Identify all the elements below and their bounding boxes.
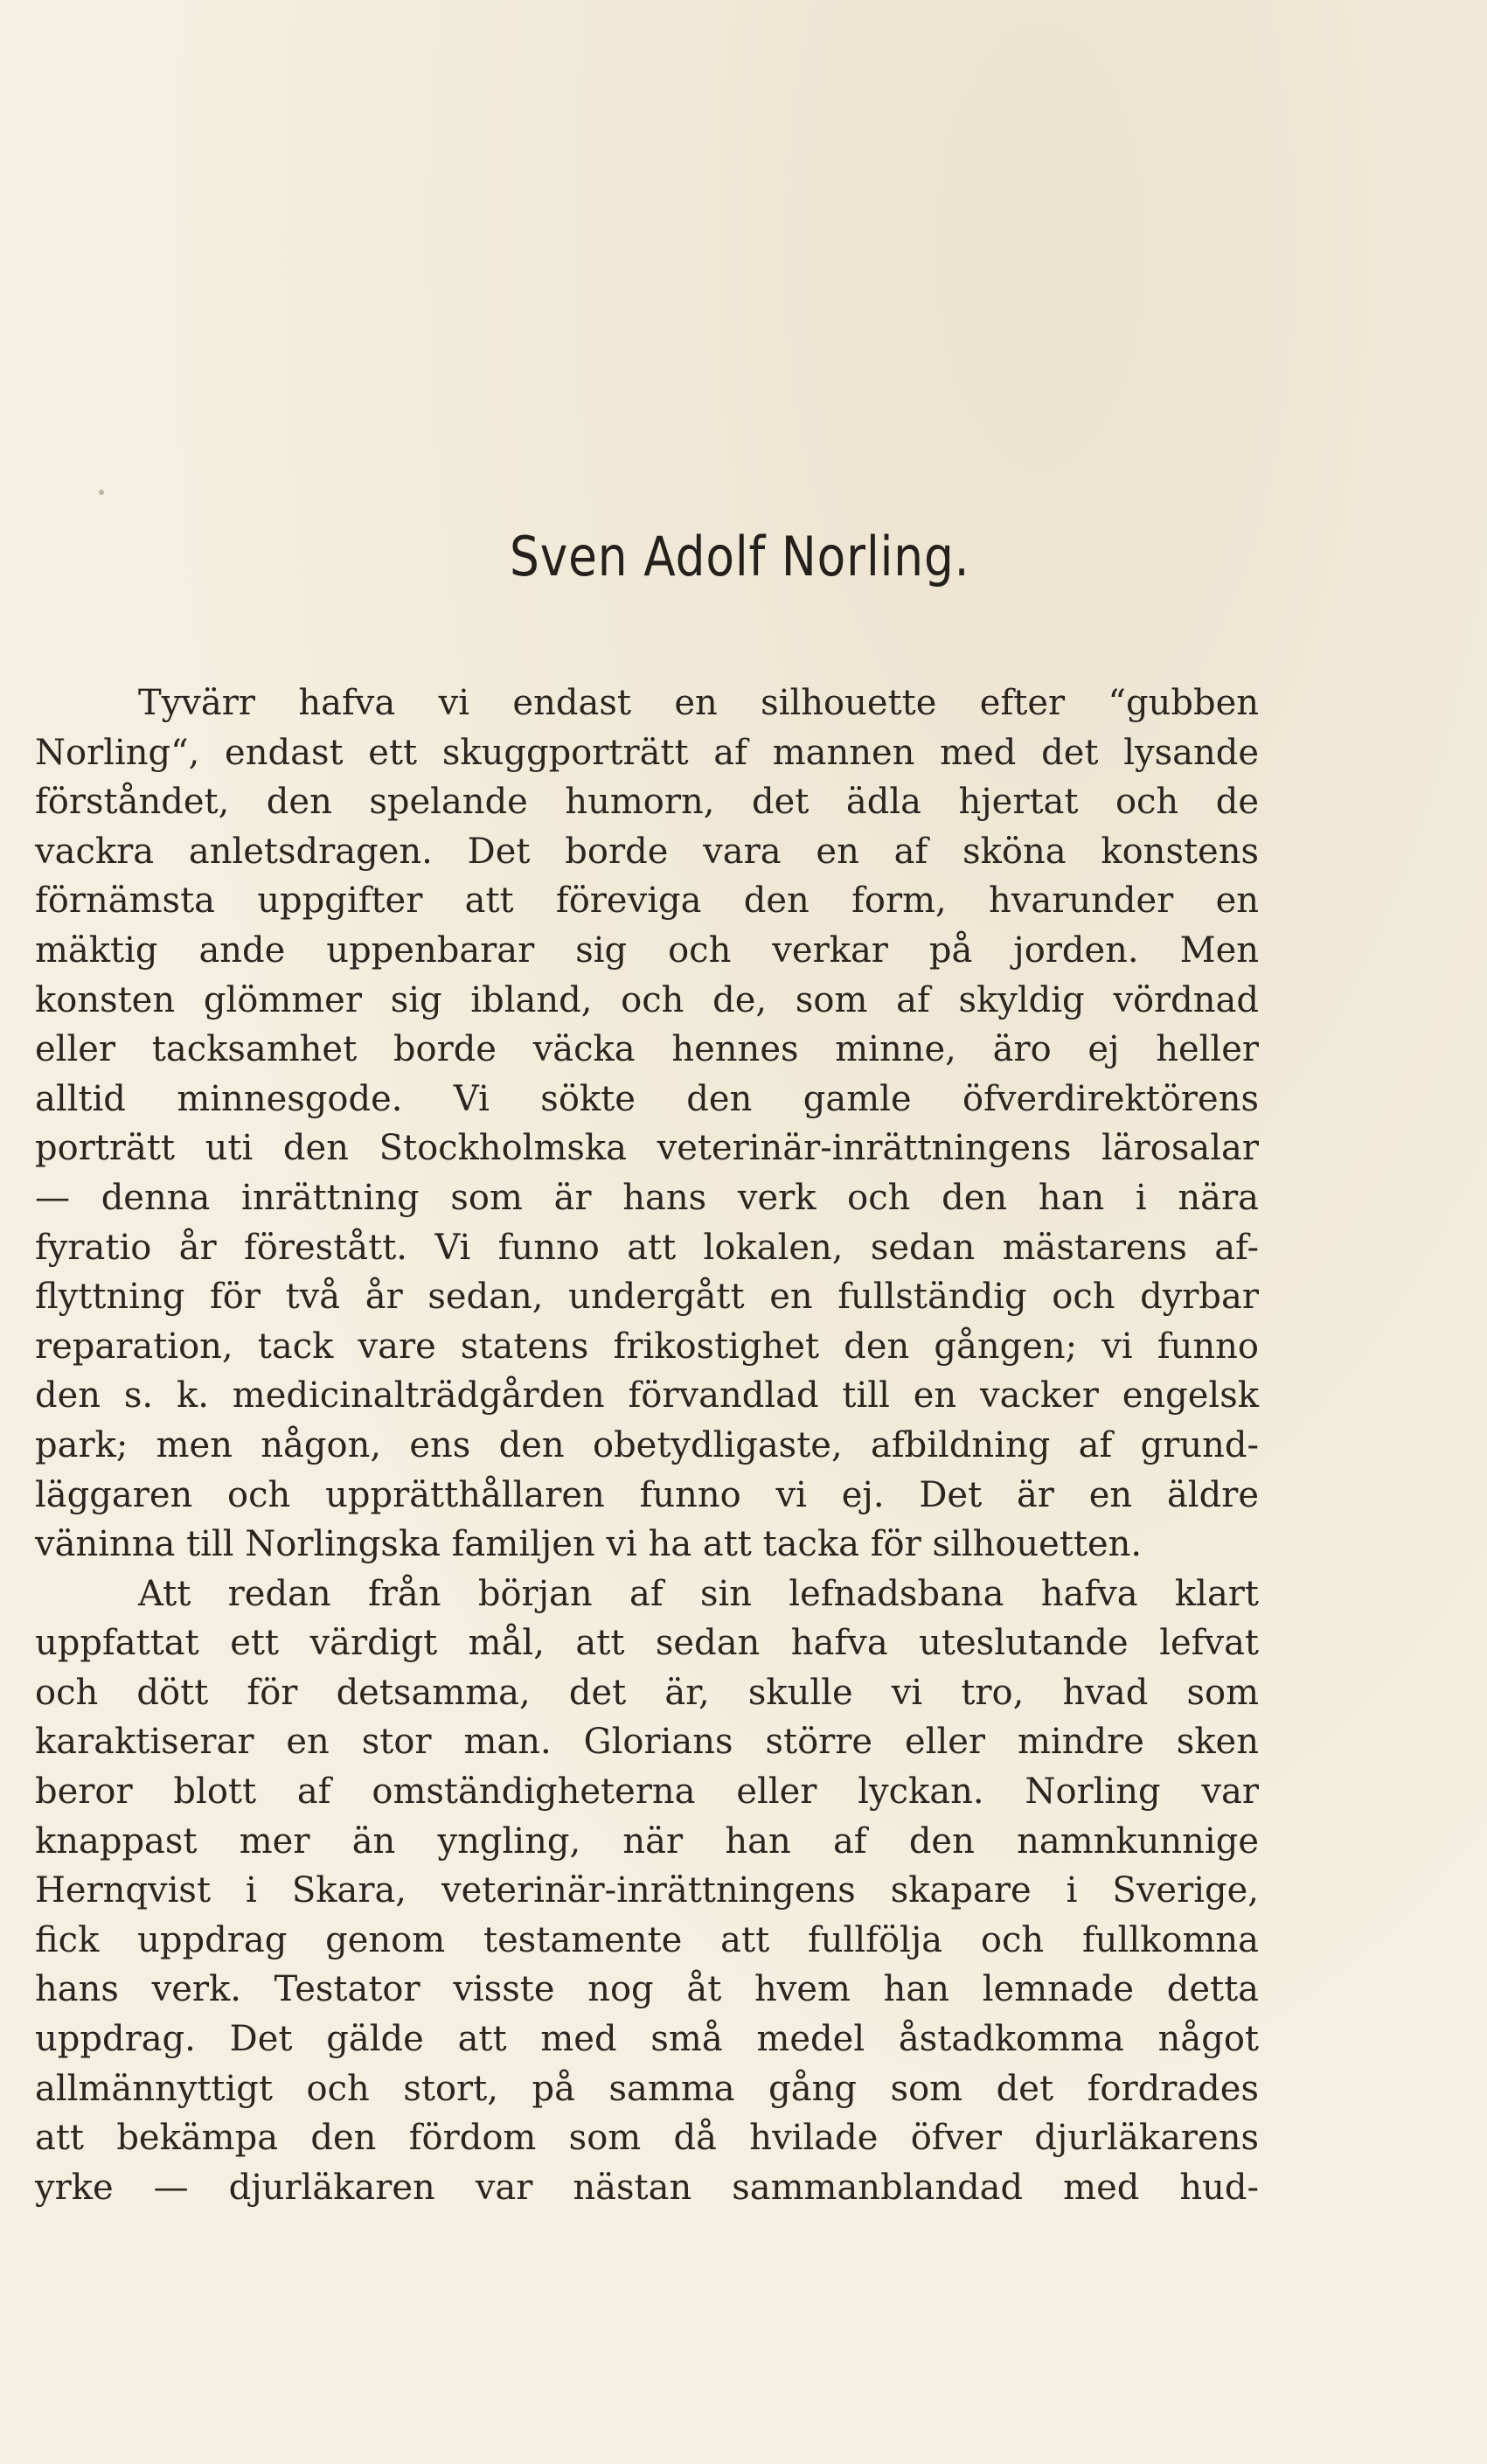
text-line: läggaren och upprätthållaren funno vi ej. Det är en äldre xyxy=(35,1474,1259,1515)
text-line: Norling“, endast ett skuggporträtt af mannen med det lysande xyxy=(35,732,1259,773)
text-line: reparation, tack vare statens frikostighet den gången; vi funno xyxy=(35,1326,1259,1367)
text-line: yrke — djurläkaren var nästan sammanblandad med hud- xyxy=(35,2167,1259,2208)
text-line: — denna inrättning som är hans verk och den han i nära xyxy=(35,1177,1259,1218)
body-text xyxy=(35,679,1259,2212)
text-line: porträtt uti den Stockholmska veterinär-inrättningens lärosalar xyxy=(35,1128,1259,1169)
text-line: Att redan från början af sin lefnadsbana hafva klart xyxy=(138,1573,1259,1614)
text-line: fyratio år förestått. Vi funno att lokalen, sedan mästarens af- xyxy=(35,1227,1259,1268)
text-line: och dött för detsamma, det är, skulle vi tro, hvad som xyxy=(35,1672,1259,1713)
text-line: att bekämpa den fördom som då hvilade öfver djurläkarens xyxy=(35,2118,1259,2159)
text-line: allmännyttigt och stort, på samma gång som det fordrades xyxy=(35,2068,1259,2109)
text-line: förståndet, den spelande humorn, det ädla hjertat och de xyxy=(35,782,1259,823)
text-line: park; men någon, ens den obetydligaste, afbildning af grund- xyxy=(35,1424,1259,1465)
text-line: Tyvärr hafva vi endast en silhouette efter “gubben xyxy=(138,683,1259,723)
text-line: eller tacksamhet borde väcka hennes minne, äro ej heller xyxy=(35,1029,1259,1070)
text-line: karaktiserar en stor man. Glorians större eller mindre sken xyxy=(35,1722,1259,1763)
text-line: knappast mer än yngling, när han af den namnkunnige xyxy=(35,1820,1259,1862)
text-line: väninna till Norlingska familjen vi ha att tacka för silhouetten. xyxy=(35,1524,1143,1565)
page-title: Sven Adolf Norling. xyxy=(509,525,970,588)
text-line: konsten glömmer sig ibland, och de, som af skyldig vördnad xyxy=(35,979,1259,1020)
text-line: den s. k. medicinalträdgården förvandlad till en vacker engelsk xyxy=(35,1375,1259,1416)
text-line: fick uppdrag genom testamente att fullfölja och fullkomna xyxy=(35,1919,1259,1960)
text-line: uppdrag. Det gälde att med små medel åstadkomma något xyxy=(35,2019,1259,2060)
paper-speck xyxy=(99,490,104,495)
text-line: alltid minnesgode. Vi sökte den gamle öfverdirektörens xyxy=(35,1078,1259,1119)
text-line: förnämsta uppgifter att föreviga den form, hvarunder en xyxy=(35,880,1259,922)
text-line: uppfattat ett värdigt mål, att sedan hafva uteslutande lefvat xyxy=(35,1623,1259,1664)
text-line: vackra anletsdragen. Det borde vara en af sköna konstens xyxy=(35,831,1259,872)
text-line: mäktig ande uppenbarar sig och verkar på jorden. Men xyxy=(35,929,1259,971)
text-line: Hernqvist i Skara, veterinär-inrättningens skapare i Sverige, xyxy=(35,1870,1259,1911)
text-line: flyttning för två år sedan, undergått en fullständig och dyrbar xyxy=(35,1277,1259,1318)
text-line: hans verk. Testator visste nog åt hvem han lemnade detta xyxy=(35,1969,1259,2010)
text-line: beror blott af omständigheterna eller lyckan. Norling var xyxy=(35,1771,1259,1813)
